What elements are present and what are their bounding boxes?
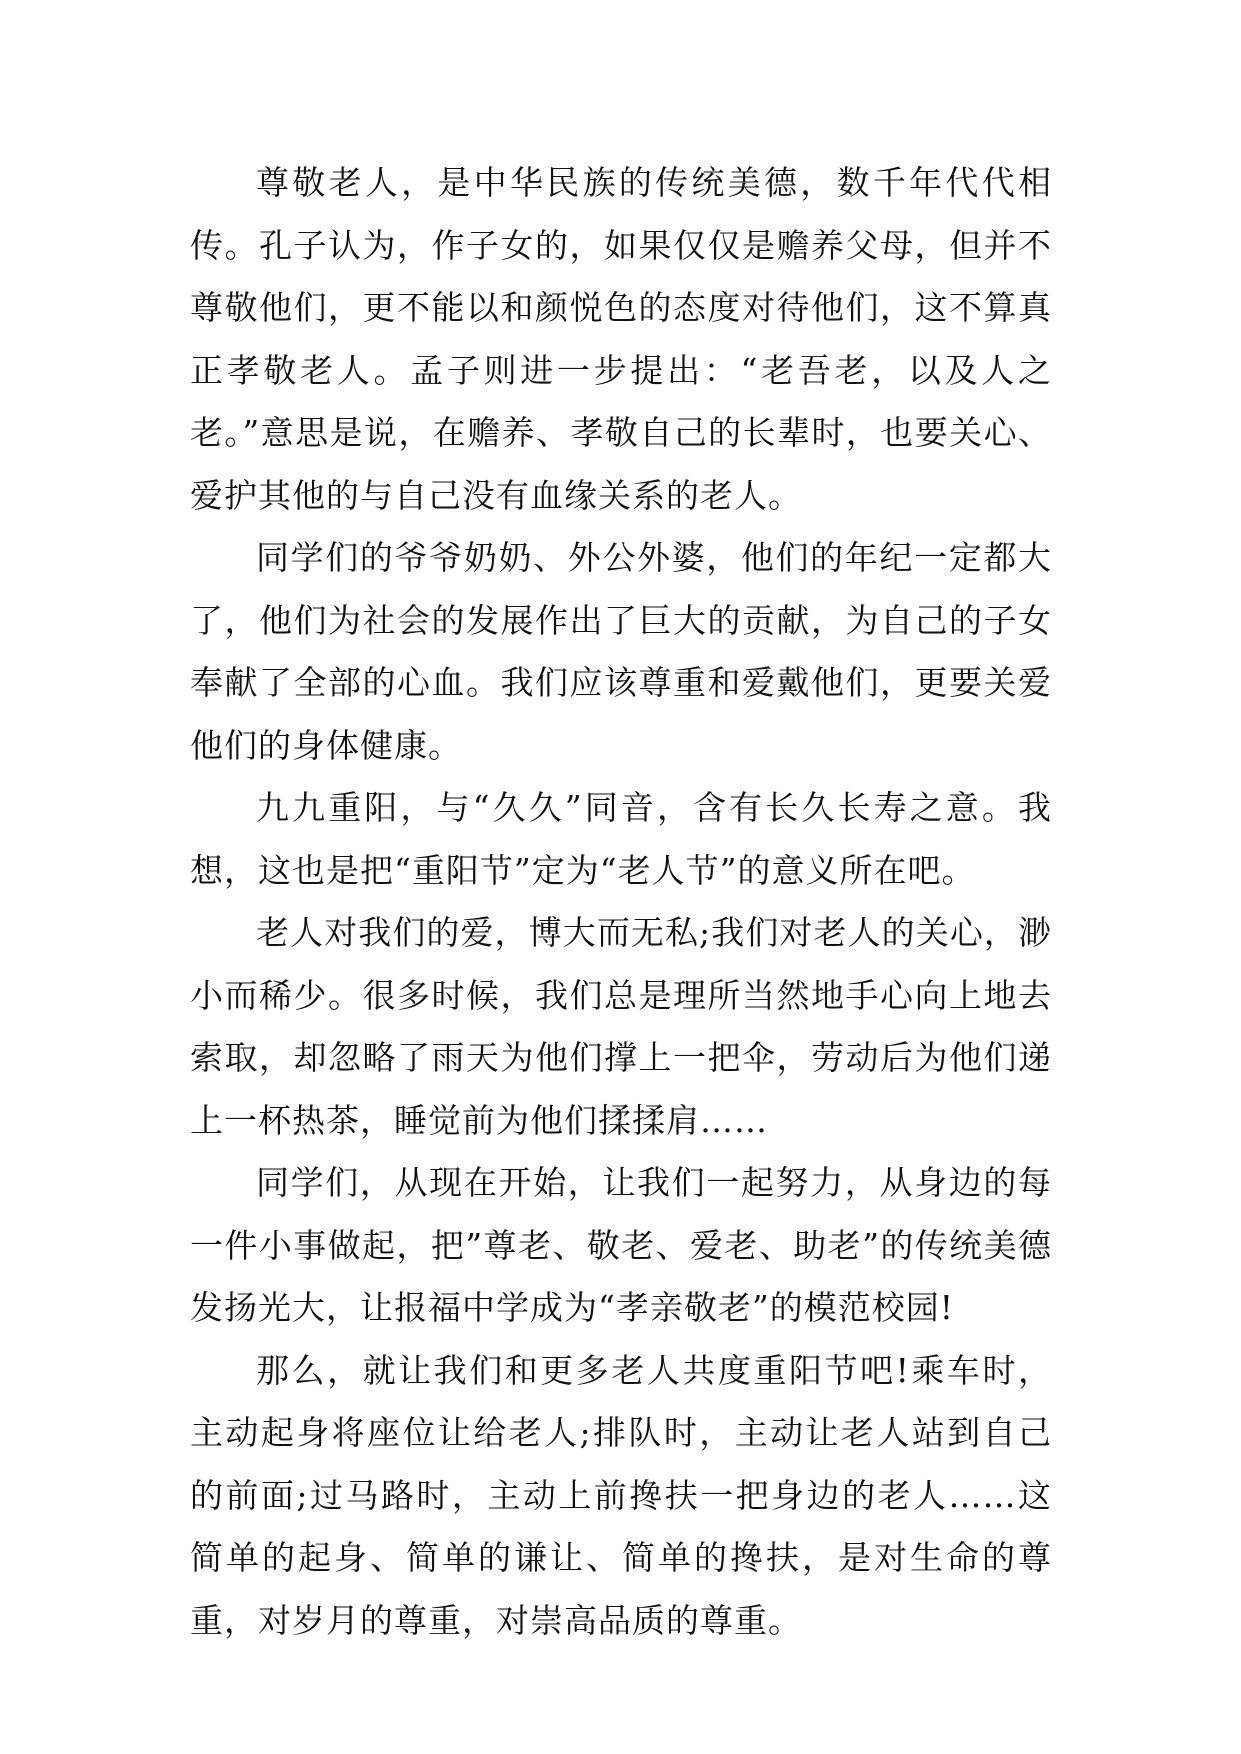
paragraph-5: 同学们，从现在开始，让我们一起努力，从身边的每一件小事做起，把”尊老、敬老、爱老、助老”的传统美德发扬光大，让报福中学成为“孝亲敬老”的模范校园! [190,1163,1052,1327]
paragraph-6: 那么，就让我们和更多老人共度重阳节吧!乘车时，主动起身将座位让给老人;排队时，主动让老人站到自己的前面;过马路时，主动上前搀扶一把身边的老人……这简单的起身、简单的谦让、简单的搀扶，是对生命的尊重，对岁月的尊重，对崇高品质的尊重。 [190,1350,1052,1640]
paragraph-3: 九九重阳，与“久久”同音，含有长久长寿之意。我想，这也是把“重阳节”定为“老人节”的意义所在吧。 [190,788,1052,890]
paragraph-1: 尊敬老人，是中华民族的传统美德，数千年代代相传。孔子认为，作子女的，如果仅仅是赡养父母，但并不尊敬他们，更不能以和颜悦色的态度对待他们，这不算真正孝敬老人。孟子则进一步提出：“老吾老，以及人之老。”意思是说，在赡养、孝敬自己的长辈时，也要关心、爱护其他的与自己没有血缘关系的老人。 [190,163,1052,515]
paragraph-4: 老人对我们的爱，博大而无私;我们对老人的关心，渺小而稀少。很多时候，我们总是理所当然地手心向上地去索取，却忽略了雨天为他们撑上一把伞，劳动后为他们递上一杯热茶，睡觉前为他们揉揉肩…… [190,913,1052,1140]
paragraph-2: 同学们的爷爷奶奶、外公外婆，他们的年纪一定都大了，他们为社会的发展作出了巨大的贡献，为自己的子女奉献了全部的心血。我们应该尊重和爱戴他们，更要关爱他们的身体健康。 [190,538,1052,765]
document-body [190,152,1052,1652]
